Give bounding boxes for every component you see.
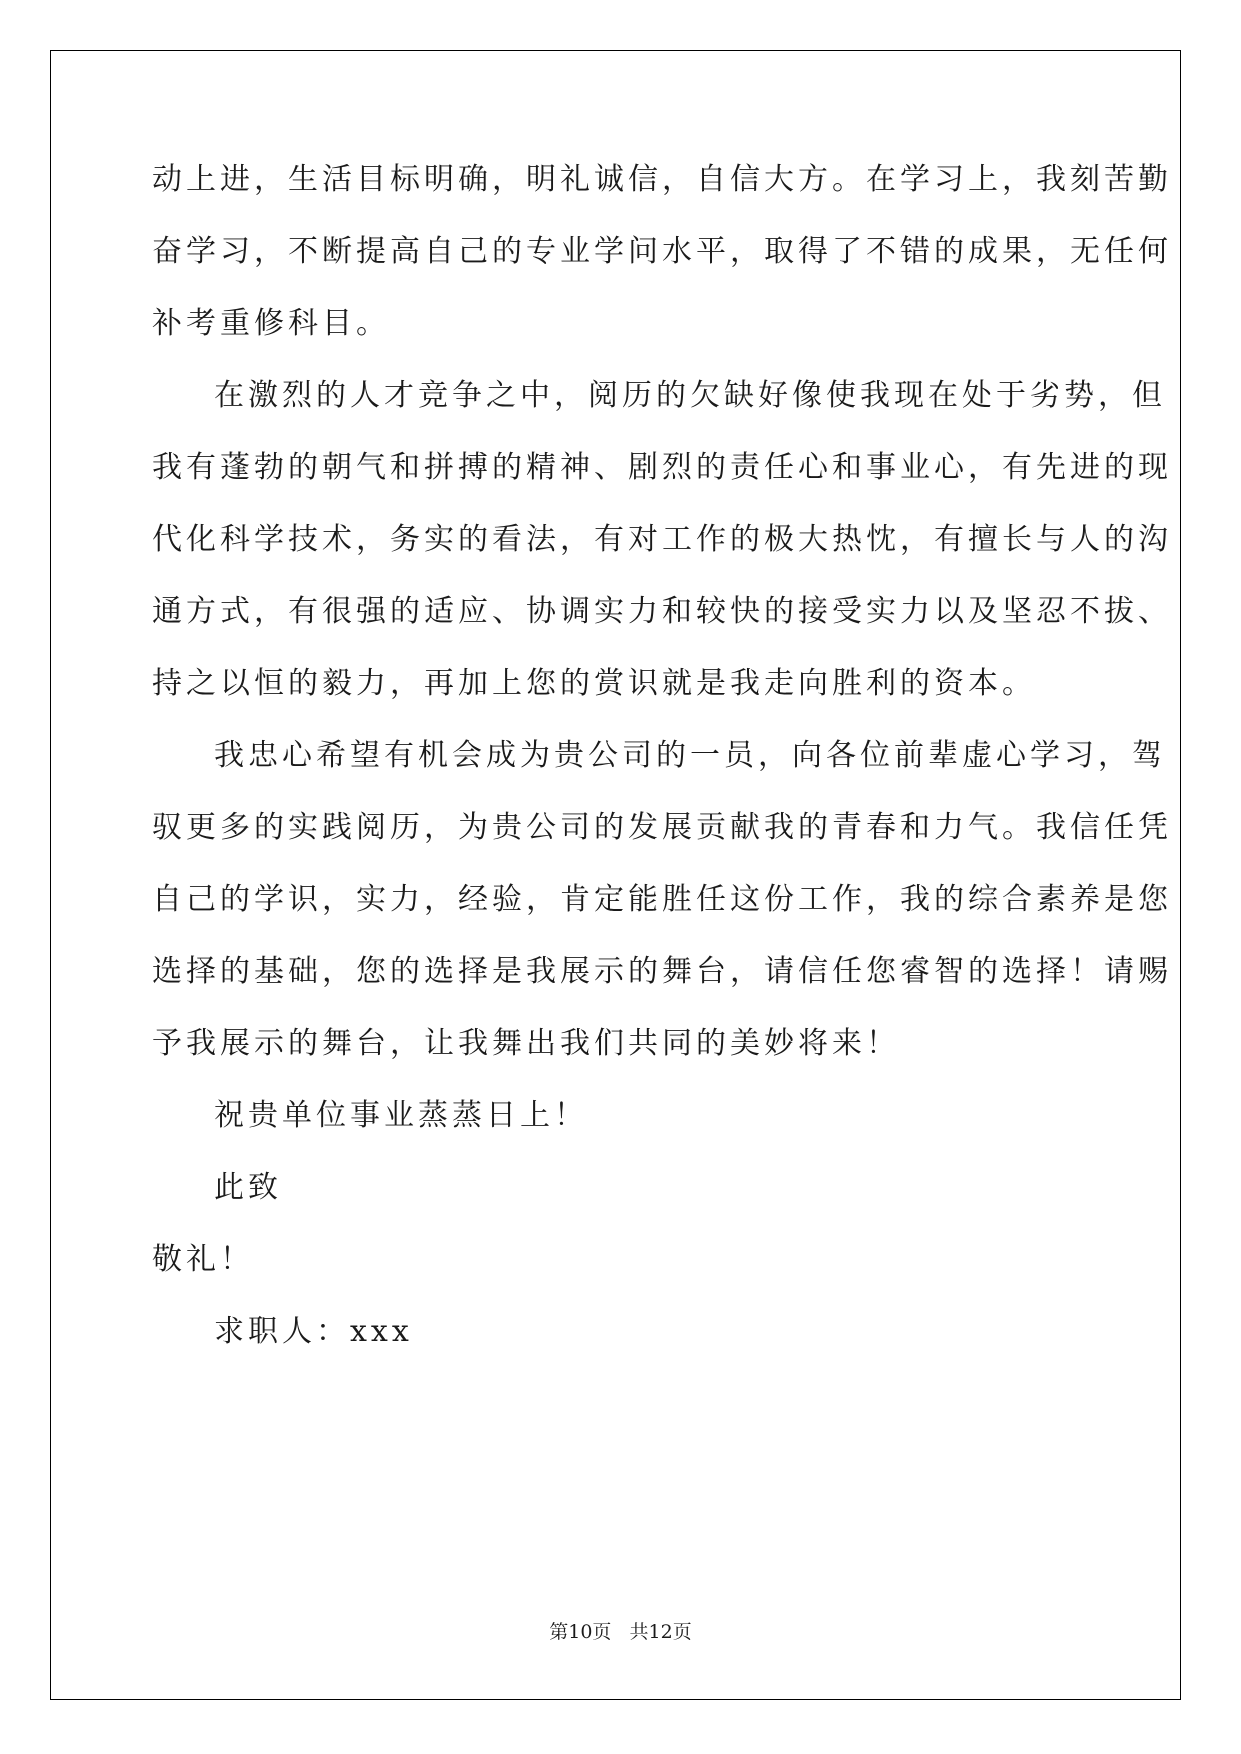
paragraph-6-line-0: 求职人：xxx xyxy=(214,1314,413,1349)
page-border xyxy=(50,50,1181,1700)
paragraph-0-line-0: 动上进，生活目标明确，明礼诚信，自信大方。在学习上，我刻苦勤 xyxy=(152,162,1172,197)
paragraph-5-line-0: 敬礼！ xyxy=(152,1242,254,1277)
page-number-footer: 第10页 共12页 xyxy=(549,1621,692,1643)
paragraph-1-line-1: 我有蓬勃的朝气和拼搏的精神、剧烈的责任心和事业心，有先进的现 xyxy=(152,450,1172,485)
paragraph-1-line-3: 通方式，有很强的适应、协调实力和较快的接受实力以及坚忍不拔、 xyxy=(152,594,1172,629)
paragraph-1-line-4: 持之以恒的毅力，再加上您的赏识就是我走向胜利的资本。 xyxy=(152,666,1036,701)
paragraph-0-line-1: 奋学习，不断提高自己的专业学问水平，取得了不错的成果，无任何 xyxy=(152,234,1172,269)
paragraph-2-line-2: 自己的学识，实力，经验，肯定能胜任这份工作，我的综合素养是您 xyxy=(152,882,1172,917)
paragraph-2-line-3: 选择的基础，您的选择是我展示的舞台，请信任您睿智的选择！请赐 xyxy=(152,954,1172,989)
paragraph-0-line-2: 补考重修科目。 xyxy=(152,306,390,341)
paragraph-1-line-0: 在激烈的人才竞争之中，阅历的欠缺好像使我现在处于劣势，但 xyxy=(214,378,1166,413)
paragraph-1-line-2: 代化科学技术，务实的看法，有对工作的极大热忱，有擅长与人的沟 xyxy=(152,522,1172,557)
paragraph-4-line-0: 此致 xyxy=(214,1170,282,1205)
paragraph-2-line-4: 予我展示的舞台，让我舞出我们共同的美妙将来！ xyxy=(152,1026,900,1061)
paragraph-3-line-0: 祝贵单位事业蒸蒸日上！ xyxy=(214,1098,588,1133)
paragraph-2-line-1: 驭更多的实践阅历，为贵公司的发展贡献我的青春和力气。我信任凭 xyxy=(152,810,1172,845)
paragraph-2-line-0: 我忠心希望有机会成为贵公司的一员，向各位前辈虚心学习，驾 xyxy=(214,738,1166,773)
